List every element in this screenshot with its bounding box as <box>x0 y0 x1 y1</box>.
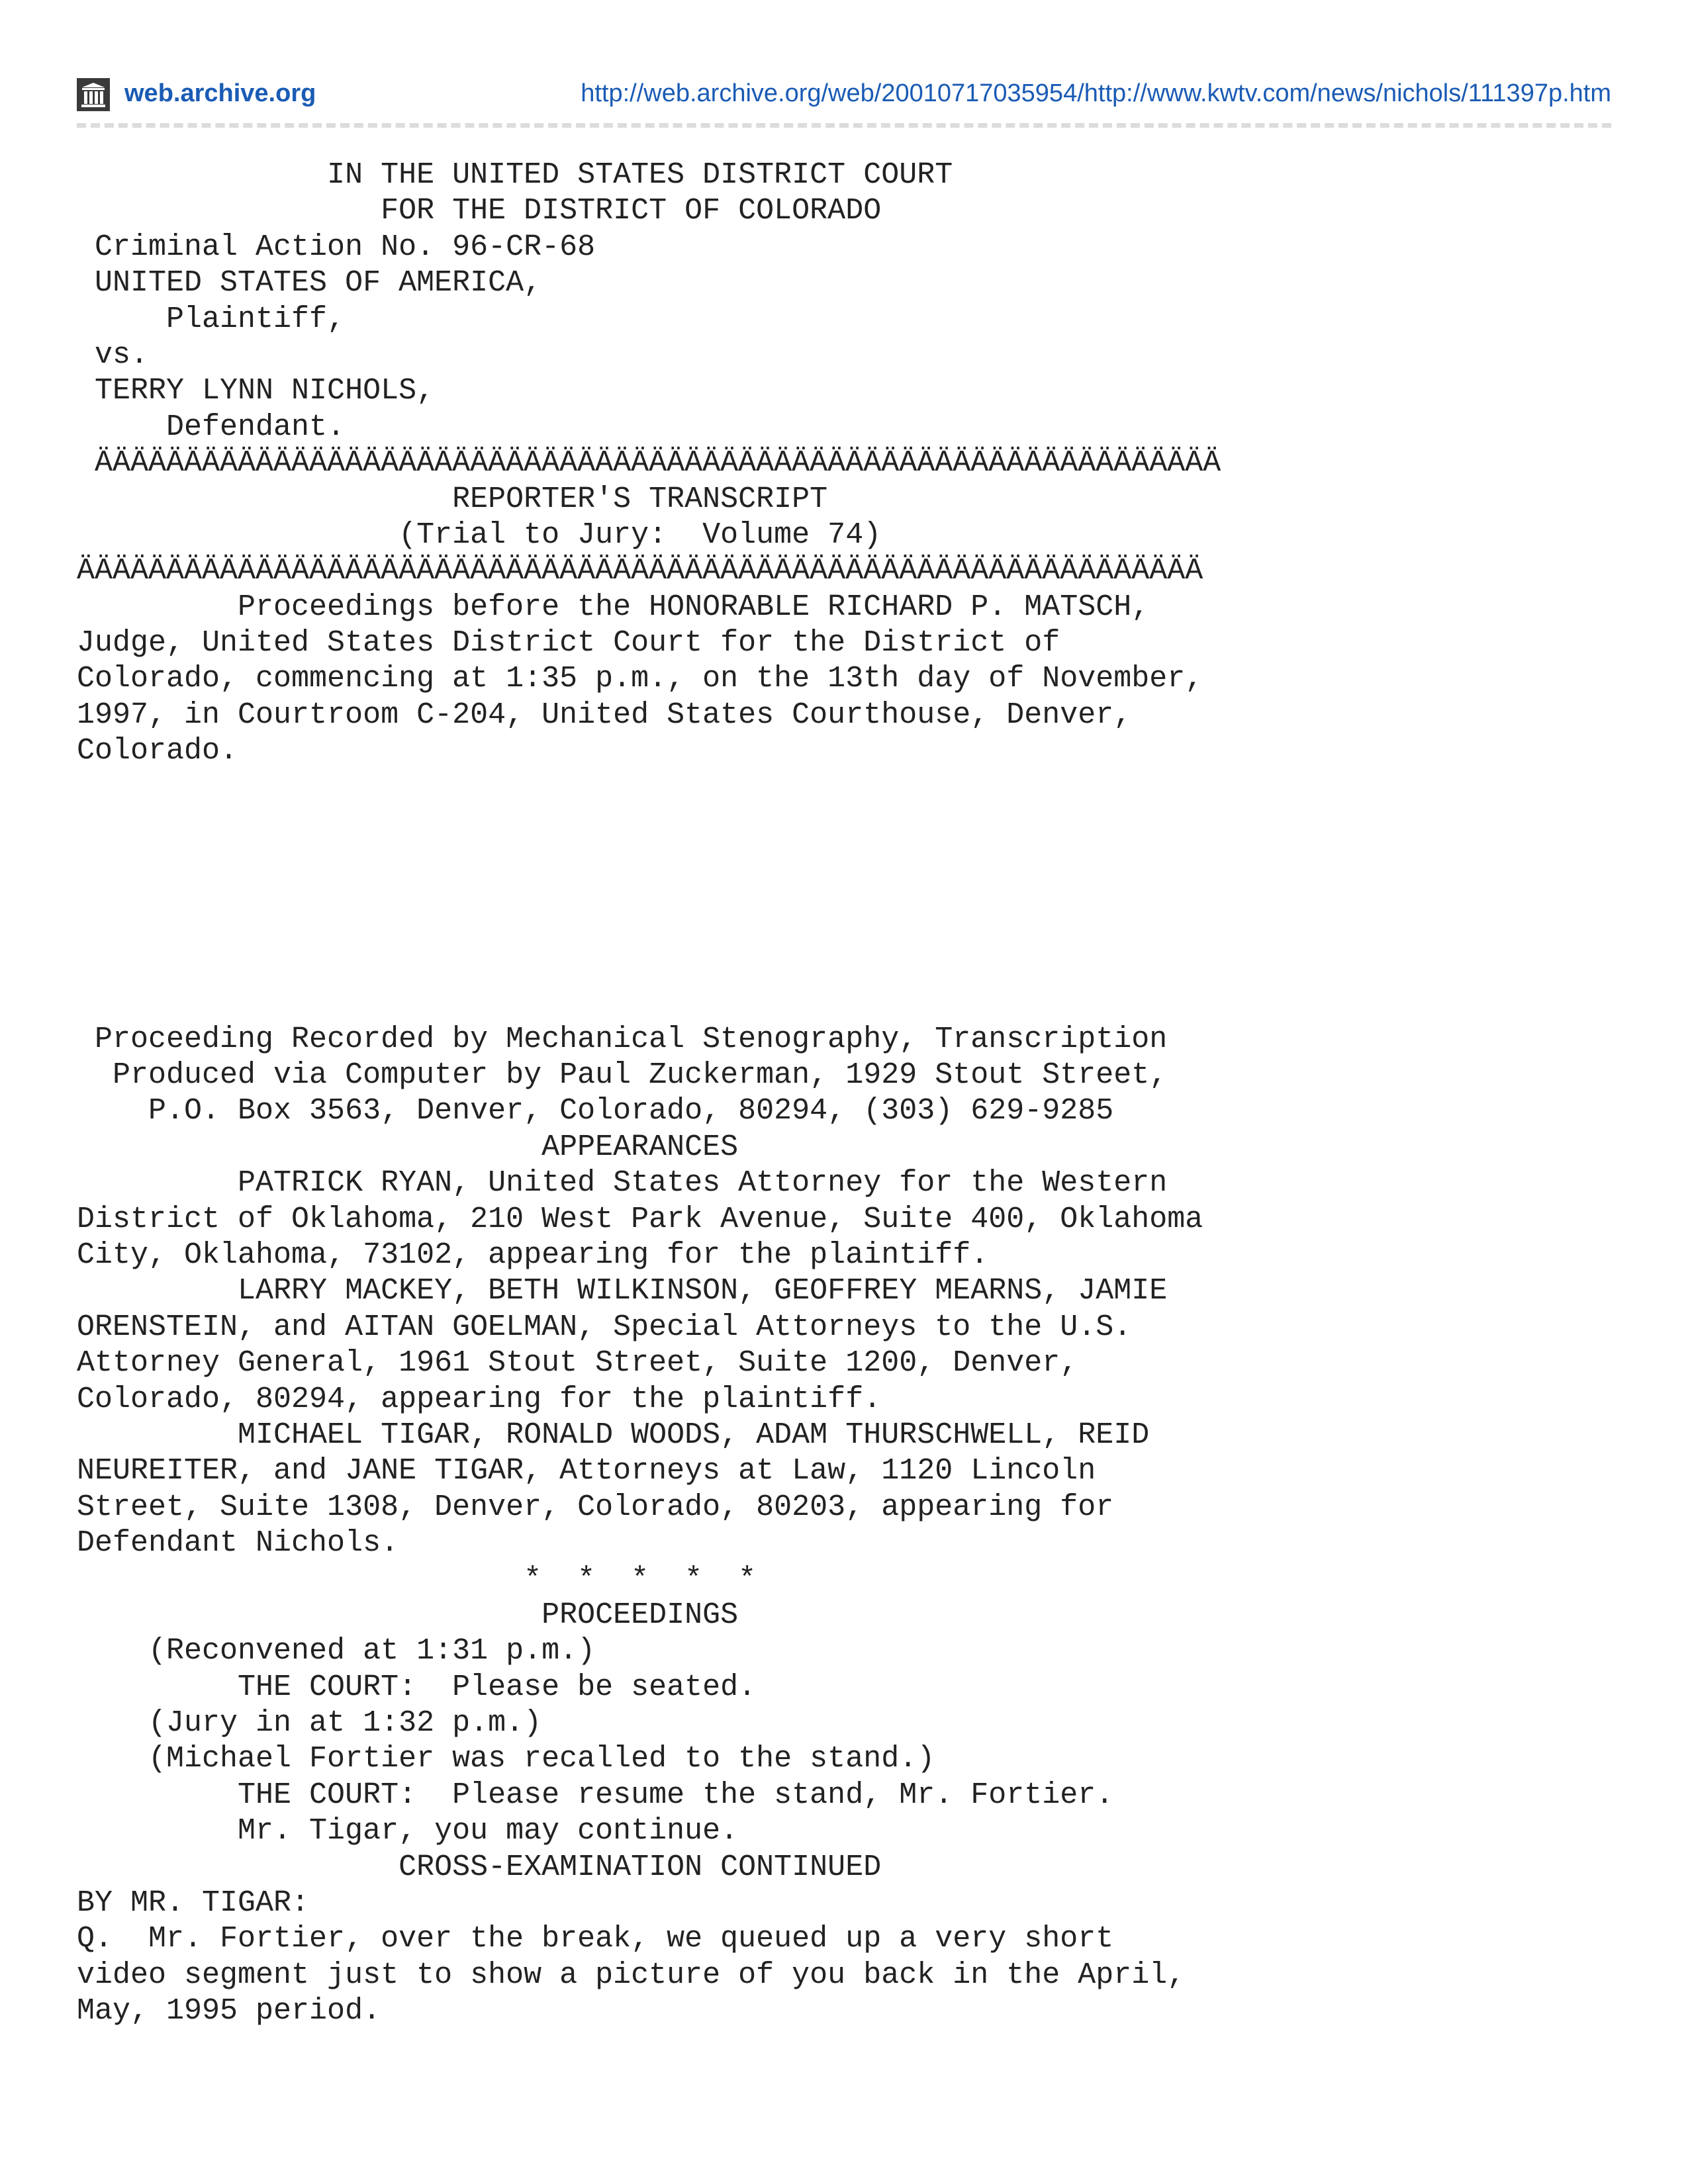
caption-line-plaintiff-role: Plaintiff, <box>77 302 346 336</box>
transcript-body <box>77 1022 1599 2030</box>
proceedings-intro-line: Colorado. <box>77 734 238 768</box>
appearance-line: Street, Suite 1308, Denver, Colorado, 80203, appearing for <box>77 1490 1114 1524</box>
appearance-line: LARRY MACKEY, BETH WILKINSON, GEOFFREY MEARNS, JAMIE <box>77 1274 1168 1308</box>
transcript-document <box>77 158 1599 2030</box>
page-gap <box>77 770 1599 1022</box>
caption-separator-top: ÄÄÄÄÄÄÄÄÄÄÄÄÄÄÄÄÄÄÄÄÄÄÄÄÄÄÄÄÄÄÄÄÄÄÄÄÄÄÄÄÄÄÄÄÄÄÄÄÄÄÄÄÄÄÄÄÄÄÄÄÄÄÄ <box>77 446 1221 480</box>
proceedings-intro-line: 1997, in Courtroom C-204, United States Courthouse, Denver, <box>77 698 1132 732</box>
appearance-line: City, Oklahoma, 73102, appearing for the plaintiff. <box>77 1238 989 1272</box>
proceedings-heading: PROCEEDINGS <box>77 1598 739 1632</box>
question-line: Q. Mr. Fortier, over the break, we queued up a very short <box>77 1922 1114 1956</box>
appearance-line: MICHAEL TIGAR, RONALD WOODS, ADAM THURSCHWELL, REID <box>77 1418 1150 1452</box>
site-link[interactable]: web.archive.org <box>124 79 316 107</box>
transcript-line: THE COURT: Please resume the stand, Mr. Fortier. <box>77 1778 1114 1812</box>
archived-url-link[interactable]: http://web.archive.org/web/20010717035954/http://www.kwtv.com/news/nichols/111397p.htm <box>581 79 1611 107</box>
caption-separator-bottom: ÄÄÄÄÄÄÄÄÄÄÄÄÄÄÄÄÄÄÄÄÄÄÄÄÄÄÄÄÄÄÄÄÄÄÄÄÄÄÄÄÄÄÄÄÄÄÄÄÄÄÄÄÄÄÄÄÄÄÄÄÄÄÄ <box>77 554 1203 588</box>
question-line: video segment just to show a picture of you back in the April, <box>77 1958 1186 1992</box>
caption-line-district: FOR THE DISTRICT OF COLORADO <box>77 194 882 228</box>
appearance-line: PATRICK RYAN, United States Attorney for the Western <box>77 1166 1168 1201</box>
archive-header <box>77 74 1611 116</box>
caption-line-case-number: Criminal Action No. 96-CR-68 <box>77 230 596 264</box>
caption-line-plaintiff-name: UNITED STATES OF AMERICA, <box>77 266 542 300</box>
caption-line-defendant-role: Defendant. <box>77 410 346 444</box>
appearance-line: ORENSTEIN, and AITAN GOELMAN, Special Attorneys to the U.S. <box>77 1310 1132 1344</box>
caption-line-volume: (Trial to Jury: Volume 74) <box>77 518 882 552</box>
caption-line-court: IN THE UNITED STATES DISTRICT COURT <box>77 158 953 192</box>
transcript-line: Mr. Tigar, you may continue. <box>77 1814 739 1848</box>
reporter-note-line: Produced via Computer by Paul Zuckerman, 1929 Stout Street, <box>77 1058 1168 1093</box>
case-caption <box>77 158 1599 770</box>
appearance-line: Colorado, 80294, appearing for the plaintiff. <box>77 1382 882 1416</box>
archive-building-icon[interactable] <box>77 78 110 111</box>
reporter-note-line: Proceeding Recorded by Mechanical Stenography, Transcription <box>77 1022 1168 1056</box>
appearances-heading: APPEARANCES <box>77 1130 739 1164</box>
caption-line-defendant-name: TERRY LYNN NICHOLS, <box>77 374 435 408</box>
proceedings-intro-line: Judge, United States District Court for the District of <box>77 626 1060 660</box>
header-divider <box>77 123 1611 128</box>
appearance-line: Attorney General, 1961 Stout Street, Suite 1200, Denver, <box>77 1346 1078 1381</box>
appearance-line: Defendant Nichols. <box>77 1526 399 1561</box>
transcript-line: (Jury in at 1:32 p.m.) <box>77 1706 542 1741</box>
section-asterisks: * * * * * <box>77 1562 757 1596</box>
proceedings-intro-line: Proceedings before the HONORABLE RICHARD P. MATSCH, <box>77 590 1150 624</box>
transcript-line: (Michael Fortier was recalled to the stand.) <box>77 1742 935 1776</box>
examiner-line: BY MR. TIGAR: <box>77 1886 310 1921</box>
appearance-line: District of Oklahoma, 210 West Park Avenue, Suite 400, Oklahoma <box>77 1202 1203 1236</box>
caption-line-title: REPORTER'S TRANSCRIPT <box>77 482 828 516</box>
transcript-line: (Reconvened at 1:31 p.m.) <box>77 1634 596 1668</box>
appearance-line: NEUREITER, and JANE TIGAR, Attorneys at Law, 1120 Lincoln <box>77 1454 1096 1488</box>
reporter-note-line: P.O. Box 3563, Denver, Colorado, 80294, (303) 629-9285 <box>77 1094 1114 1128</box>
transcript-line: THE COURT: Please be seated. <box>77 1670 757 1704</box>
question-line: May, 1995 period. <box>77 1994 381 2028</box>
proceedings-intro-line: Colorado, commencing at 1:35 p.m., on the 13th day of November, <box>77 662 1203 696</box>
caption-line-versus: vs. <box>77 338 149 372</box>
cross-examination-heading: CROSS-EXAMINATION CONTINUED <box>77 1850 882 1884</box>
